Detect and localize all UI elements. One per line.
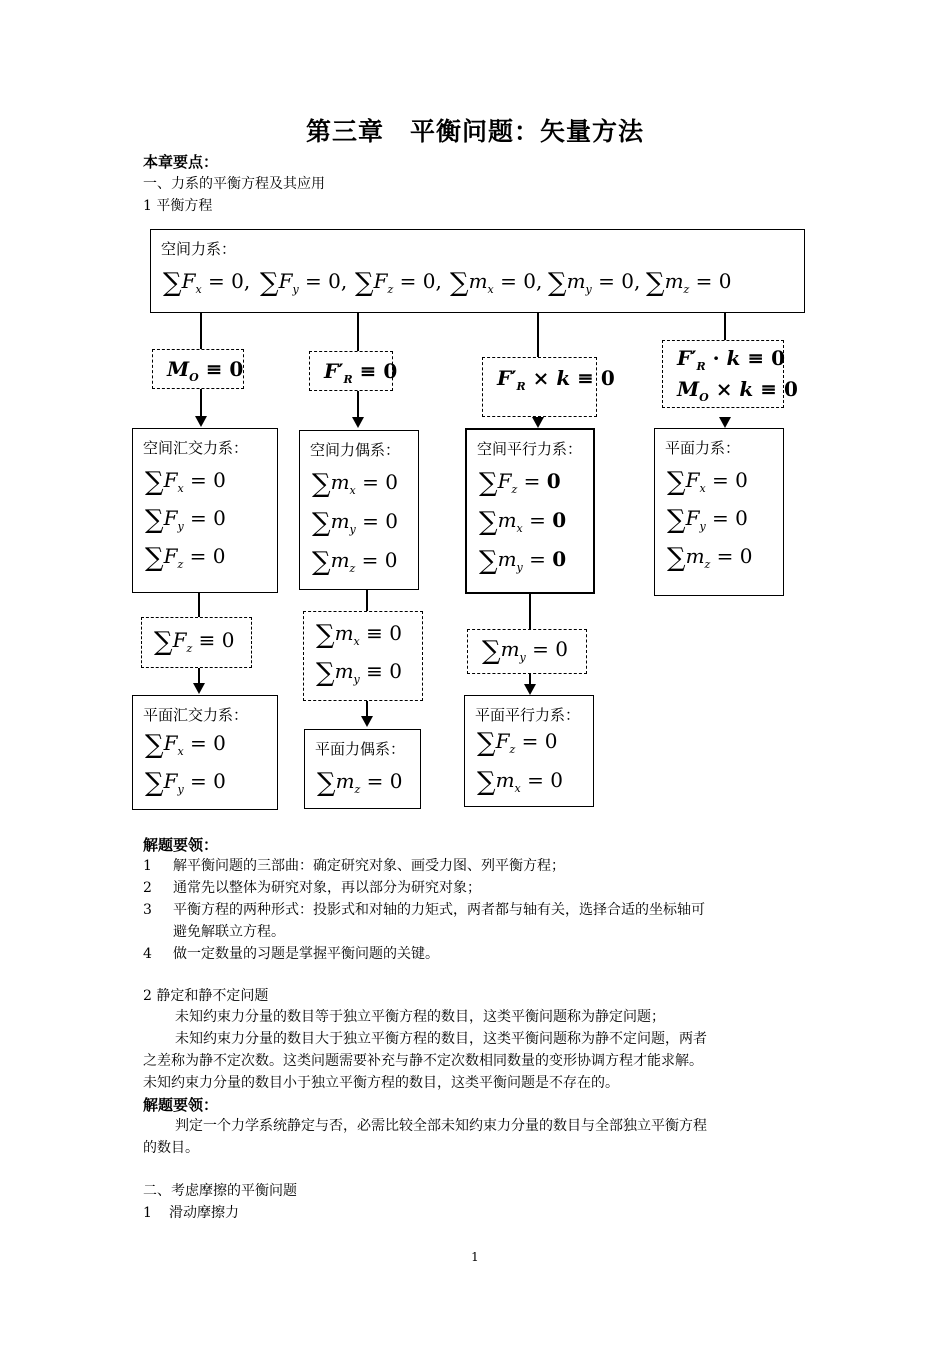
equation: $\sum F_x = 0$,: [163, 268, 251, 298]
equation: $\sum F_y = 0$: [145, 768, 226, 798]
tip-text: 做一定数量的习题是掌握平衡问题的关键。: [173, 946, 439, 962]
equation: $\sum m_z = 0$: [646, 268, 732, 298]
plane-force-box: [654, 428, 784, 596]
box-label: 空间汇交力系：: [143, 439, 249, 457]
subsection-heading-1: 1 平衡方程: [143, 198, 213, 214]
equation: $\sum F_y = 0$: [145, 505, 226, 535]
connector-line: [537, 313, 539, 357]
connector-line: [198, 593, 200, 617]
equation: $\sum m_z = 0$: [317, 768, 403, 798]
tip-text: 解平衡问题的三部曲：确定研究对象、画受力图、列平衡方程；: [173, 858, 565, 874]
tip-number: 3: [143, 902, 152, 918]
tip-number: 1: [143, 858, 152, 874]
box-label: 空间平行力系：: [477, 440, 583, 458]
arrow-head: [193, 683, 205, 694]
connector-line: [366, 701, 368, 717]
tip-item: [143, 855, 565, 877]
equation: $\sum F_x = 0$: [667, 467, 748, 497]
condition: $M_O \equiv 0$: [167, 357, 244, 384]
tip-number: 2: [143, 880, 152, 896]
condition-box: [152, 349, 244, 389]
paragraph-line: 判定一个力学系统静定与否，必需比较全部未知约束力分量的数目与全部独立平衡方程: [175, 1118, 707, 1134]
equation: $\sum m_y = 0$,: [548, 268, 641, 298]
condition-box: [482, 357, 615, 417]
condition: $\sum m_x \equiv 0$: [316, 620, 402, 650]
plane-concurrent-box: [132, 695, 278, 810]
equation: $\sum m_x = 0$: [477, 767, 563, 797]
spatial-parallel-box: [465, 428, 595, 594]
box-label: 平面平行力系：: [475, 706, 581, 724]
equation: $\sum m_y = 0$: [312, 508, 398, 538]
arrow-head: [532, 417, 544, 428]
arrow-head: [361, 716, 373, 727]
equation: $\sum F_z = 0$: [477, 728, 558, 758]
connector-line: [198, 668, 200, 684]
spatial-couple-box: [299, 430, 419, 590]
subsection-number: 1: [143, 1205, 152, 1221]
tip-item: [143, 921, 285, 943]
spatial-concurrent-box: [132, 428, 278, 593]
condition-box: [662, 340, 798, 408]
equation: $\sum F_z = 0$,: [355, 268, 442, 298]
equation: $\sum m_z = 0$: [312, 547, 398, 577]
tip-item: [143, 899, 705, 921]
connector-line: [200, 313, 202, 349]
condition: $F'_R \equiv 0$: [324, 359, 398, 386]
tip-number: 4: [143, 946, 152, 962]
paragraph-line: 未知约束力分量的数目大于独立平衡方程的数目，这类平衡问题称为静不定问题，两者: [175, 1031, 707, 1047]
condition: $M_O \times k \equiv 0$: [677, 377, 798, 404]
equation: $\sum F_y = 0$: [667, 505, 748, 535]
paragraph-line: 未知约束力分量的数目等于独立平衡方程的数目，这类平衡问题称为静定问题；: [175, 1009, 665, 1025]
arrow-head: [524, 684, 536, 695]
equation: $\sum F_z = 0$: [479, 468, 561, 498]
equation: $\sum m_x = 0$,: [450, 268, 543, 298]
paragraph-line: 未知约束力分量的数目小于独立平衡方程的数目，这类平衡问题是不存在的。: [143, 1075, 619, 1091]
equation: $\sum m_z = 0$: [667, 543, 753, 573]
page-title: 第三章 平衡问题：矢量方法: [305, 117, 644, 146]
arrow-head: [195, 416, 207, 427]
connector-line: [366, 590, 368, 611]
condition: $\sum F_z \equiv 0$: [154, 627, 235, 657]
box-label: 空间力偶系：: [310, 441, 401, 459]
plane-couple-box: [304, 729, 421, 809]
condition: $\sum m_y = 0$: [482, 636, 568, 666]
condition-box: [467, 629, 587, 674]
tip-item: [143, 877, 481, 899]
condition-box: [303, 611, 423, 701]
equation: $\sum F_z = 0$: [145, 543, 226, 573]
equation: $\sum m_x = 0$: [479, 507, 567, 537]
equation: $\sum m_x = 0$: [312, 469, 398, 499]
page-number: 1: [471, 1250, 479, 1264]
tips-label: 解题要领：: [143, 836, 219, 854]
paragraph-line: 的数目。: [143, 1140, 199, 1156]
tips-label-2: 解题要领：: [143, 1096, 219, 1114]
key-points-label: 本章要点：: [143, 153, 219, 171]
subsection-heading-3: [143, 1202, 239, 1224]
arrow-head: [352, 417, 364, 428]
tip-item: [143, 943, 439, 965]
box-label: 平面汇交力系：: [143, 706, 249, 724]
plane-parallel-box: [464, 695, 594, 807]
equation: $\sum F_x = 0$: [145, 467, 226, 497]
arrow-head: [719, 417, 731, 428]
box-label: 空间力系：: [161, 240, 237, 258]
tip-text: 避免解联立方程。: [173, 924, 285, 940]
paragraph-line: 之差称为静不定次数。这类问题需要补充与静不定次数相同数量的变形协调方程才能求解。: [143, 1053, 703, 1069]
box-label: 平面力偶系：: [315, 740, 406, 758]
section-heading-1: 一、力系的平衡方程及其应用: [143, 176, 325, 192]
tip-text: 通常先以整体为研究对象，再以部分为研究对象；: [173, 880, 481, 896]
connector-line: [357, 313, 359, 351]
connector-line: [724, 313, 726, 340]
subsection-heading-2: 2 静定和静不定问题: [143, 988, 269, 1004]
condition: $F'_R \times k \equiv 0$: [497, 366, 615, 393]
condition-box: [141, 617, 252, 668]
connector-line: [200, 389, 202, 417]
section-heading-2: 二、考虑摩擦的平衡问题: [143, 1183, 297, 1199]
subsection-text: 滑动摩擦力: [169, 1205, 239, 1221]
condition: $\sum m_y \equiv 0$: [316, 658, 402, 688]
tip-text: 平衡方程的两种形式：投影式和对轴的力矩式，两者都与轴有关，选择合适的坐标轴可: [173, 902, 705, 918]
equation: $\sum m_y = 0$: [479, 546, 567, 576]
equation: $\sum F_y = 0$,: [260, 268, 348, 298]
connector-line: [357, 391, 359, 418]
condition: $F'_R \cdot k \equiv 0$: [677, 346, 785, 373]
connector-line: [529, 594, 531, 629]
equation: $\sum F_x = 0$: [145, 730, 226, 760]
box-label: 平面力系：: [665, 439, 741, 457]
condition-box: [309, 351, 398, 391]
